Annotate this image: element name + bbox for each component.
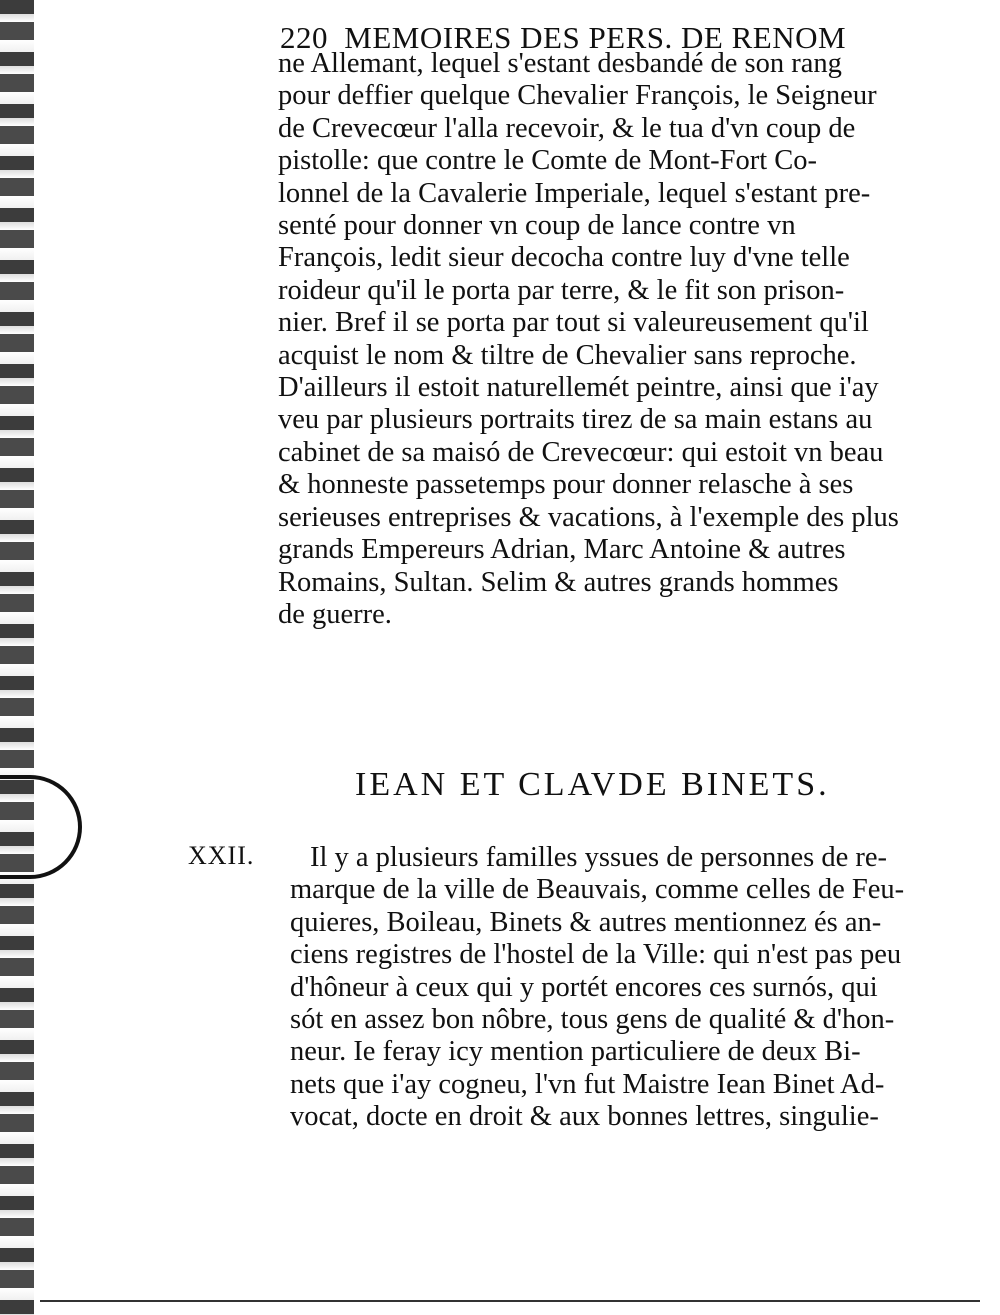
text-line: pour deffier quelque Chevalier François, le Seigneur xyxy=(278,80,877,112)
text-line: nier. Bref il se porta par tout si valeureusement qu'il xyxy=(278,307,869,339)
text-line: serieuses entreprises & vacations, à l'exemple des plus xyxy=(278,501,899,533)
text-line: lonnel de la Cavalerie Imperiale, lequel s'estant pre- xyxy=(278,177,871,209)
running-title: MEMOIRES DES PERS. DE RENOM xyxy=(344,20,847,55)
text-line: marque de la ville de Beauvais, comme celles de Feu- xyxy=(290,874,905,906)
text-line: ne Allemant, lequel s'estant desbandé de son rang xyxy=(278,48,842,79)
text-line: nets que i'ay cogneu, l'vn fut Maistre Iean Binet Ad- xyxy=(290,1068,885,1100)
text-line: pistolle: que contre le Comte de Mont-Fort Co- xyxy=(278,145,818,177)
text-line: roideur qu'il le porta par terre, & le fit son prison- xyxy=(278,274,845,306)
page-bottom-edge xyxy=(40,1300,980,1302)
text-line: Il y a plusieurs familles yssues de personnes de re- xyxy=(310,842,887,873)
margin-section-number: XXII. xyxy=(188,841,255,870)
text-line: Romains, Sultan. Selim & autres grands hommes xyxy=(278,566,839,598)
text-line: senté pour donner vn coup de lance contre vn xyxy=(278,210,796,242)
text-line: de guerre. xyxy=(278,598,392,630)
text-line: ciens registres de l'hostel de la Ville: qui n'est pas peu xyxy=(290,939,902,971)
text-line: vocat, docte en droit & aux bonnes lettres, singulie- xyxy=(290,1101,879,1133)
paragraph-binets xyxy=(290,842,960,1134)
text-line: de Crevecœur l'alla recevoir, & le tua d'vn coup de xyxy=(278,112,856,144)
text-line: veu par plusieurs portraits tirez de sa main estans au xyxy=(278,404,873,436)
text-line: quieres, Boileau, Binets & autres mentionnez és an- xyxy=(290,906,882,938)
text-line: sót en assez bon nôbre, tous gens de qualité & d'hon- xyxy=(290,1004,895,1036)
text-line: acquist le nom & tiltre de Chevalier sans reproche. xyxy=(278,339,857,371)
page-number: 220 xyxy=(280,20,328,55)
scan-artifact-curl xyxy=(0,775,82,879)
text-line: & honneste passetemps pour donner relasche à ses xyxy=(278,469,854,501)
text-line: d'hôneur à ceux qui y portét encores ces surnós, qui xyxy=(290,971,878,1003)
paragraph-continuation xyxy=(278,48,958,631)
text-line: grands Empereurs Adrian, Marc Antoine & autres xyxy=(278,534,846,566)
text-line: François, ledit sieur decocha contre luy d'vne telle xyxy=(278,242,850,274)
text-line: cabinet de sa maisó de Crevecœur: qui estoit vn beau xyxy=(278,436,884,468)
section-heading: IEAN ET CLAVDE BINETS. xyxy=(355,766,830,803)
text-line: D'ailleurs il estoit naturellemét peintre, ainsi que i'ay xyxy=(278,372,879,404)
text-line: neur. Ie feray icy mention particuliere de deux Bi- xyxy=(290,1036,861,1068)
scanned-binding-edge xyxy=(0,0,34,1315)
